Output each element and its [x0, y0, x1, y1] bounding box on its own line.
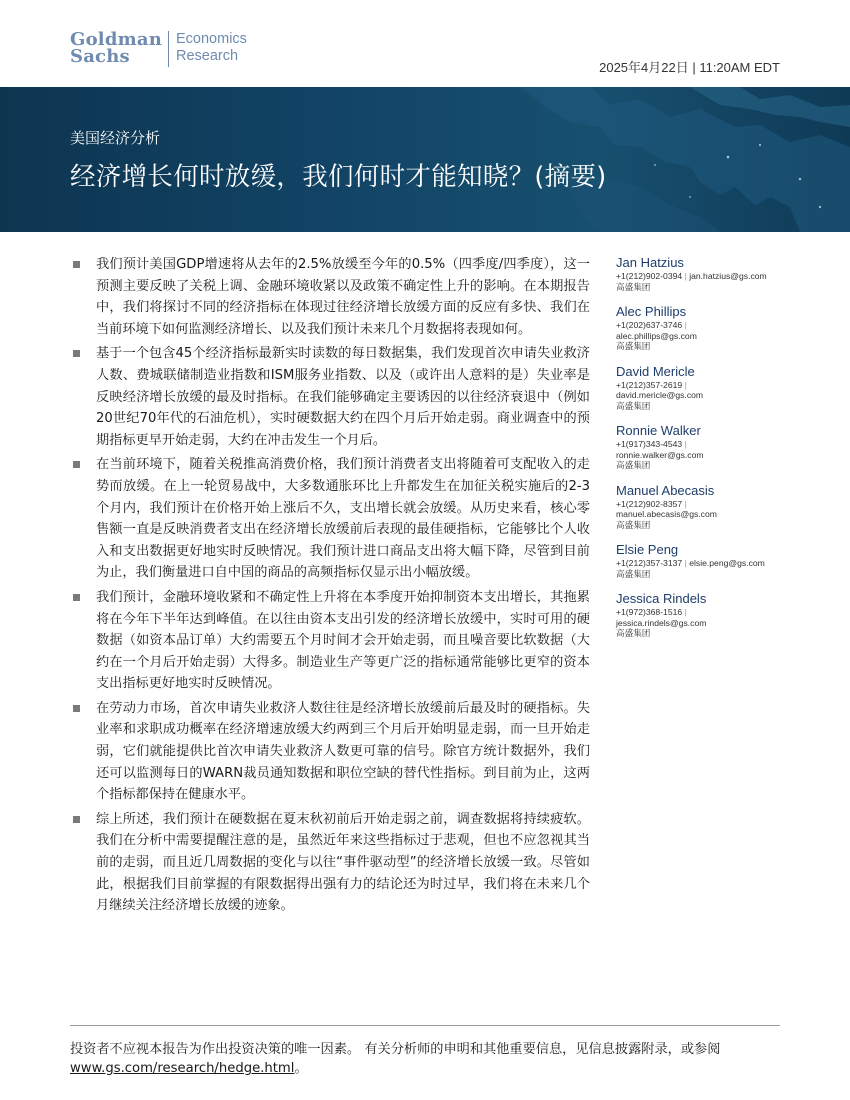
logo-line-1: Goldman	[70, 29, 162, 50]
author-name[interactable]: Jan Hatzius	[616, 255, 684, 270]
report-series: 美国经济分析	[70, 129, 161, 147]
author-email[interactable]: ronnie.walker@gs.com	[616, 449, 704, 460]
author-name[interactable]: Alec Phillips	[616, 304, 687, 319]
author-firm: 高盛集团	[616, 460, 651, 470]
author-email[interactable]: elsie.peng@gs.com	[689, 558, 765, 568]
square-bullet-icon	[73, 261, 80, 268]
bullet-item	[70, 254, 590, 340]
summary-bullets	[70, 254, 590, 920]
bullet-text: 在劳动力市场，首次申请失业救济人数往往是经济增长放缓前后最及时的硬指标。失业率和求职成功概率在经济增速放缓大约两到三个月后开始明显走弱，而一旦开始走弱，它们就能提供比首次申请失业救济人数更可靠的信号。除官方统计数据外，我们还可以监测每日的WARN裁员通知数据和职位空缺的替代性指标。到目前为止，这两个指标都保持在健康水平。	[96, 700, 590, 803]
author-card	[616, 255, 786, 292]
bullet-item	[70, 587, 590, 695]
author-email[interactable]: manuel.abecasis@gs.com	[616, 509, 717, 519]
author-phone: +1(972)368-1516	[616, 607, 683, 617]
department-line-1: Economics	[176, 31, 247, 47]
bullet-item	[70, 454, 590, 584]
author-card	[616, 364, 786, 412]
bullet-text: 基于一个包含45个经济指标最新实时读数的每日数据集，我们发现首次申请失业救济人数、费城联储制造业指数和ISM服务业指数、以及（或许出人意料的是）失业率是反映经济增长放缓的最及时指标。在我们能够确定主要诱因的以往经济衰退中（例如20世纪70年代的石油危机），实时硬数据大约在四个月后开始走弱。商业调查中的预期指标更早开始走弱，大约在冲击发生一个月后。	[96, 346, 590, 448]
author-name[interactable]: David Mericle	[616, 363, 695, 379]
author-firm: 高盛集团	[616, 281, 651, 292]
author-phone: +1(212)357-3137	[616, 558, 683, 568]
author-firm: 高盛集团	[616, 568, 651, 579]
author-phone: +1(212)357-2619	[616, 379, 683, 390]
author-card	[616, 542, 786, 579]
square-bullet-icon	[73, 594, 80, 601]
page-title: 经济增长何时放缓，我们何时才能知晓？(摘要)	[70, 162, 607, 192]
bullet-item	[70, 343, 590, 451]
author-firm: 高盛集团	[616, 341, 651, 351]
disclosure-text: 投资者不应视本报告为作出投资决策的唯一因素。 有关分析师的申明和其他重要信息，见信息披露附录，或参阅	[70, 1042, 721, 1057]
disclosure-end: 。	[294, 1061, 308, 1076]
author-phone-line: +1(212)357-2619 |	[616, 379, 687, 390]
square-bullet-icon	[73, 461, 80, 468]
bullet-item	[70, 698, 590, 806]
author-phone-line: +1(202)637-3746 |	[616, 320, 687, 330]
author-card	[616, 423, 786, 471]
author-card	[616, 591, 786, 639]
department-line-2: Research	[176, 48, 239, 64]
author-phone-line: +1(917)343-4543 |	[616, 439, 687, 449]
author-contact: +1(212)902-0394 | jan.hatzius@gs.com	[616, 271, 767, 281]
author-card	[616, 483, 786, 531]
footer-divider	[70, 1025, 780, 1026]
report-date: 2025年4月22日 | 11:20AM EDT	[599, 60, 780, 75]
author-contact: +1(212)357-3137 | elsie.peng@gs.com	[616, 558, 765, 568]
disclosure-link[interactable]: www.gs.com/research/hedge.html	[70, 1061, 295, 1076]
author-email[interactable]: alec.phillips@gs.com	[616, 330, 697, 341]
square-bullet-icon	[73, 350, 80, 357]
author-phone: +1(212)902-8357	[616, 498, 683, 509]
author-email[interactable]: jan.hatzius@gs.com	[689, 271, 767, 281]
bullet-text: 我们预计，金融环境收紧和不确定性上升将在本季度开始抑制资本支出增长，其拖累将在今年下半年达到峰值。在以往由资本支出引发的经济增长放缓中，实时可用的硬数据（如资本品订单）大约需要五个月时间才会开始走弱，而且噪音要比软数据（大约在一个月后开始走弱）大得多。制造业生产等更广泛的指标通常能够比更窄的资本支出指标更好地实时反映情况。	[96, 589, 590, 692]
author-card	[616, 304, 786, 352]
author-firm: 高盛集团	[616, 519, 651, 530]
author-list	[616, 255, 786, 651]
square-bullet-icon	[73, 705, 80, 712]
author-phone-line: +1(212)902-8357 |	[616, 498, 687, 509]
author-firm: 高盛集团	[616, 400, 651, 411]
logo-wordmark	[70, 31, 162, 65]
bullet-text: 在当前环境下，随着关税推高消费价格，我们预计消费者支出将随着可支配收入的走势而放缓。在上一轮贸易战中，大多数通胀环比上升都发生在加征关税实施后的2-3个月内，我们预计在价格开始上涨后不久，支出增长就会放缓。从历史来看，核心零售额一直是反映消费者支出在经济增长放缓前后表现的最佳硬指标，它能够比个人收入和支出数据更好地实时反映情况。我们预计进口商品支出将大幅下降，尽管到目前为止，我们衡量进口自中国的商品的高频指标仅显示出小幅放缓。	[96, 457, 590, 581]
disclosure-footer	[70, 1040, 790, 1078]
author-name[interactable]: Elsie Peng	[616, 542, 679, 557]
author-phone-line: +1(972)368-1516 |	[616, 607, 687, 617]
bullet-text: 综上所述，我们预计在硬数据在夏末秋初前后开始走弱之前，调查数据将持续疲软。我们在分析中需要提醒注意的是，虽然近年来这些指标过于悲观，但也不应忽视其当前的走弱，而且近几周数据的变化与以往“事件驱动型”的经济增长放缓一致。尽管如此，根据我们目前掌握的有限数据得出强有力的结论还为时过早，我们将在未来几个月继续关注经济增长放缓的迹象。	[96, 811, 590, 914]
author-email[interactable]: jessica.rindels@gs.com	[616, 617, 707, 628]
author-name[interactable]: Jessica Rindels	[616, 591, 707, 606]
author-phone: +1(202)637-3746	[616, 320, 683, 330]
author-name[interactable]: Ronnie Walker	[616, 423, 701, 438]
logo-line-2: Sachs	[70, 46, 130, 67]
bullet-item	[70, 809, 590, 917]
title-banner	[0, 87, 850, 232]
square-bullet-icon	[73, 816, 80, 823]
goldman-sachs-logo	[70, 31, 247, 67]
author-email[interactable]: david.mericle@gs.com	[616, 390, 704, 400]
bullet-text: 我们预计美国GDP增速将从去年的2.5%放缓至今年的0.5%（四季度/四季度），这一预测主要反映了关税上调、金融环境收紧以及政策不确定性上升的影响。在本期报告中，我们将探讨不同的经济指标在体现过往经济增长放缓方面的反应有多快、我们在当前环境下如何监测经济增长、以及我们预计未来几个月数据将表现如何。	[96, 257, 590, 337]
department-label	[176, 31, 247, 65]
author-phone: +1(212)902-0394	[616, 271, 683, 281]
author-phone: +1(917)343-4543	[616, 439, 683, 449]
author-firm: 高盛集团	[616, 628, 651, 638]
logo-divider	[168, 31, 169, 67]
author-name[interactable]: Manuel Abecasis	[616, 482, 715, 498]
